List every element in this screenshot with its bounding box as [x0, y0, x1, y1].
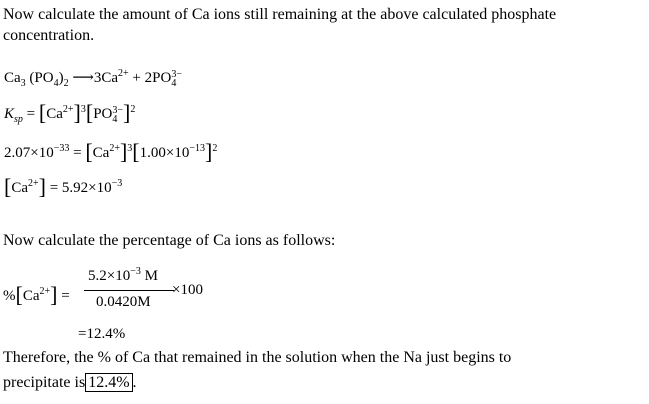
fraction-numerator: $5.2\times 10^{-3}$ M — [88, 266, 158, 284]
ksp-expression: $K_{sp} = [Ca^{2+}]^3[PO$ 3− 4 ]$^2$ — [4, 100, 136, 125]
ca-concentration-result: $[Ca^{2+}] = 5.92\times 10^{-3}$ — [4, 174, 123, 199]
dissolution-equation: $Ca_3$ $(PO_4)_2$ $⟶3Ca^{2+} + 2PO$ 3− 4 — [4, 68, 182, 89]
fraction-denominator: 0.0420M — [96, 294, 151, 310]
reaction-arrow: ⟶ — [72, 70, 94, 86]
conclusion-line-1: Therefore, the % of Ca that remained in the solution when the Na just begins to — [3, 349, 512, 366]
ksp-values: $2.07\times 10^{-33} = [Ca^{2+}]^3[1.00\times 10^{-13}]^2$ — [4, 139, 218, 164]
times-hundred: ×100 — [172, 282, 203, 298]
intro-line-2: concentration. — [3, 27, 95, 44]
intro-line-1: Now calculate the amount of Ca ions still remaining at the above calculated phosphate — [3, 6, 557, 23]
percent-intro: Now calculate the percentage of Ca ions as follows: — [3, 232, 336, 249]
fraction-bar — [84, 290, 174, 291]
percent-result: =12.4% — [78, 326, 126, 342]
conclusion-line-2: precipitate is 12.4% . — [3, 374, 137, 391]
percent-lhs: $\%[Ca^{2+}]$ = — [3, 282, 70, 307]
answer-box: 12.4% — [85, 373, 132, 392]
